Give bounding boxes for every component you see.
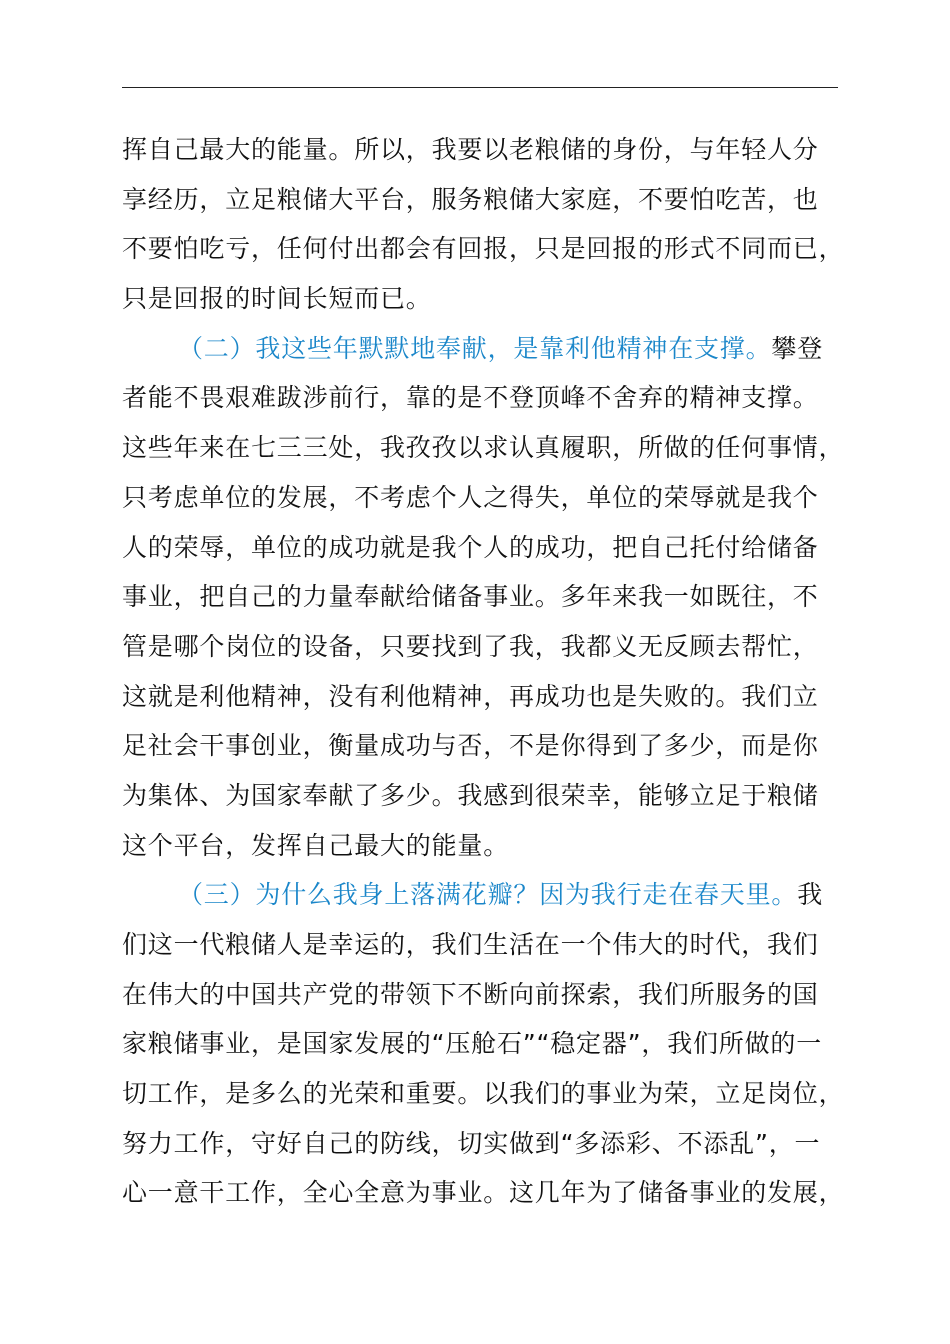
paragraph-line: 努力工作，守好自己的防线，切实做到“多添彩、不添乱”，一 xyxy=(122,1128,821,1158)
section-3-heading: （三）为什么我身上落满花瓣？因为我行走在春天里。 xyxy=(178,880,798,910)
paragraph-line: 足社会干事创业，衡量成功与否，不是你得到了多少，而是你 xyxy=(122,731,819,761)
paragraph-line: 这就是利他精神，没有利他精神，再成功也是失败的。我们立 xyxy=(122,681,819,711)
paragraph-line: 人的荣辱，单位的成功就是我个人的成功，把自己托付给储备 xyxy=(122,532,819,562)
section-2-first-text: 攀登 xyxy=(771,333,824,363)
paragraph-line: 不要怕吃亏，任何付出都会有回报，只是回报的形式不同而已， xyxy=(122,234,845,264)
paragraph-line: 切工作，是多么的光荣和重要。以我们的事业为荣，立足岗位， xyxy=(122,1079,845,1109)
paragraph-line: 事业，把自己的力量奉献给储备事业。多年来我一如既往，不 xyxy=(122,582,819,612)
paragraph-line: 只考虑单位的发展，不考虑个人之得失，单位的荣辱就是我个 xyxy=(122,482,819,512)
paragraph-line: 挥自己最大的能量。所以，我要以老粮储的身份，与年轻人分 xyxy=(122,135,819,164)
paragraph-line: 为集体、为国家奉献了多少。我感到很荣幸，能够立足于粮储 xyxy=(122,780,819,810)
section-2-first-line xyxy=(122,324,862,374)
paragraph-line: 心一意干工作，全心全意为事业。这几年为了储备事业的发展， xyxy=(122,1178,845,1208)
section-3-first-line xyxy=(122,870,862,920)
paragraph-line: 这些年来在七三三处，我孜孜以求认真履职，所做的任何事情， xyxy=(122,433,845,463)
section-2-heading: （二）我这些年默默地奉献，是靠利他精神在支撑。 xyxy=(178,333,772,363)
paragraph-line: 只是回报的时间长短而已。 xyxy=(122,284,432,314)
paragraph-line: 们这一代粮储人是幸运的，我们生活在一个伟大的时代，我们 xyxy=(122,930,819,959)
document-body xyxy=(122,125,862,1218)
paragraph-line: 者能不畏艰难跋涉前行，靠的是不登顶峰不舍弃的精神支撑。 xyxy=(122,383,819,413)
header-rule xyxy=(122,87,838,88)
paragraph-line: 享经历，立足粮储大平台，服务粮储大家庭，不要怕吃苦，也 xyxy=(122,184,819,214)
paragraph-line: 这个平台，发挥自己最大的能量。 xyxy=(122,830,510,860)
paragraph-line: 管是哪个岗位的设备，只要找到了我，我都义无反顾去帮忙， xyxy=(122,631,819,661)
section-3-first-text: 我 xyxy=(797,880,824,910)
paragraph-line: 在伟大的中国共产党的带领下不断向前探索，我们所服务的国 xyxy=(122,979,819,1009)
paragraph-line: 家粮储事业，是国家发展的“压舱石”“稳定器”，我们所做的一 xyxy=(122,1029,823,1059)
